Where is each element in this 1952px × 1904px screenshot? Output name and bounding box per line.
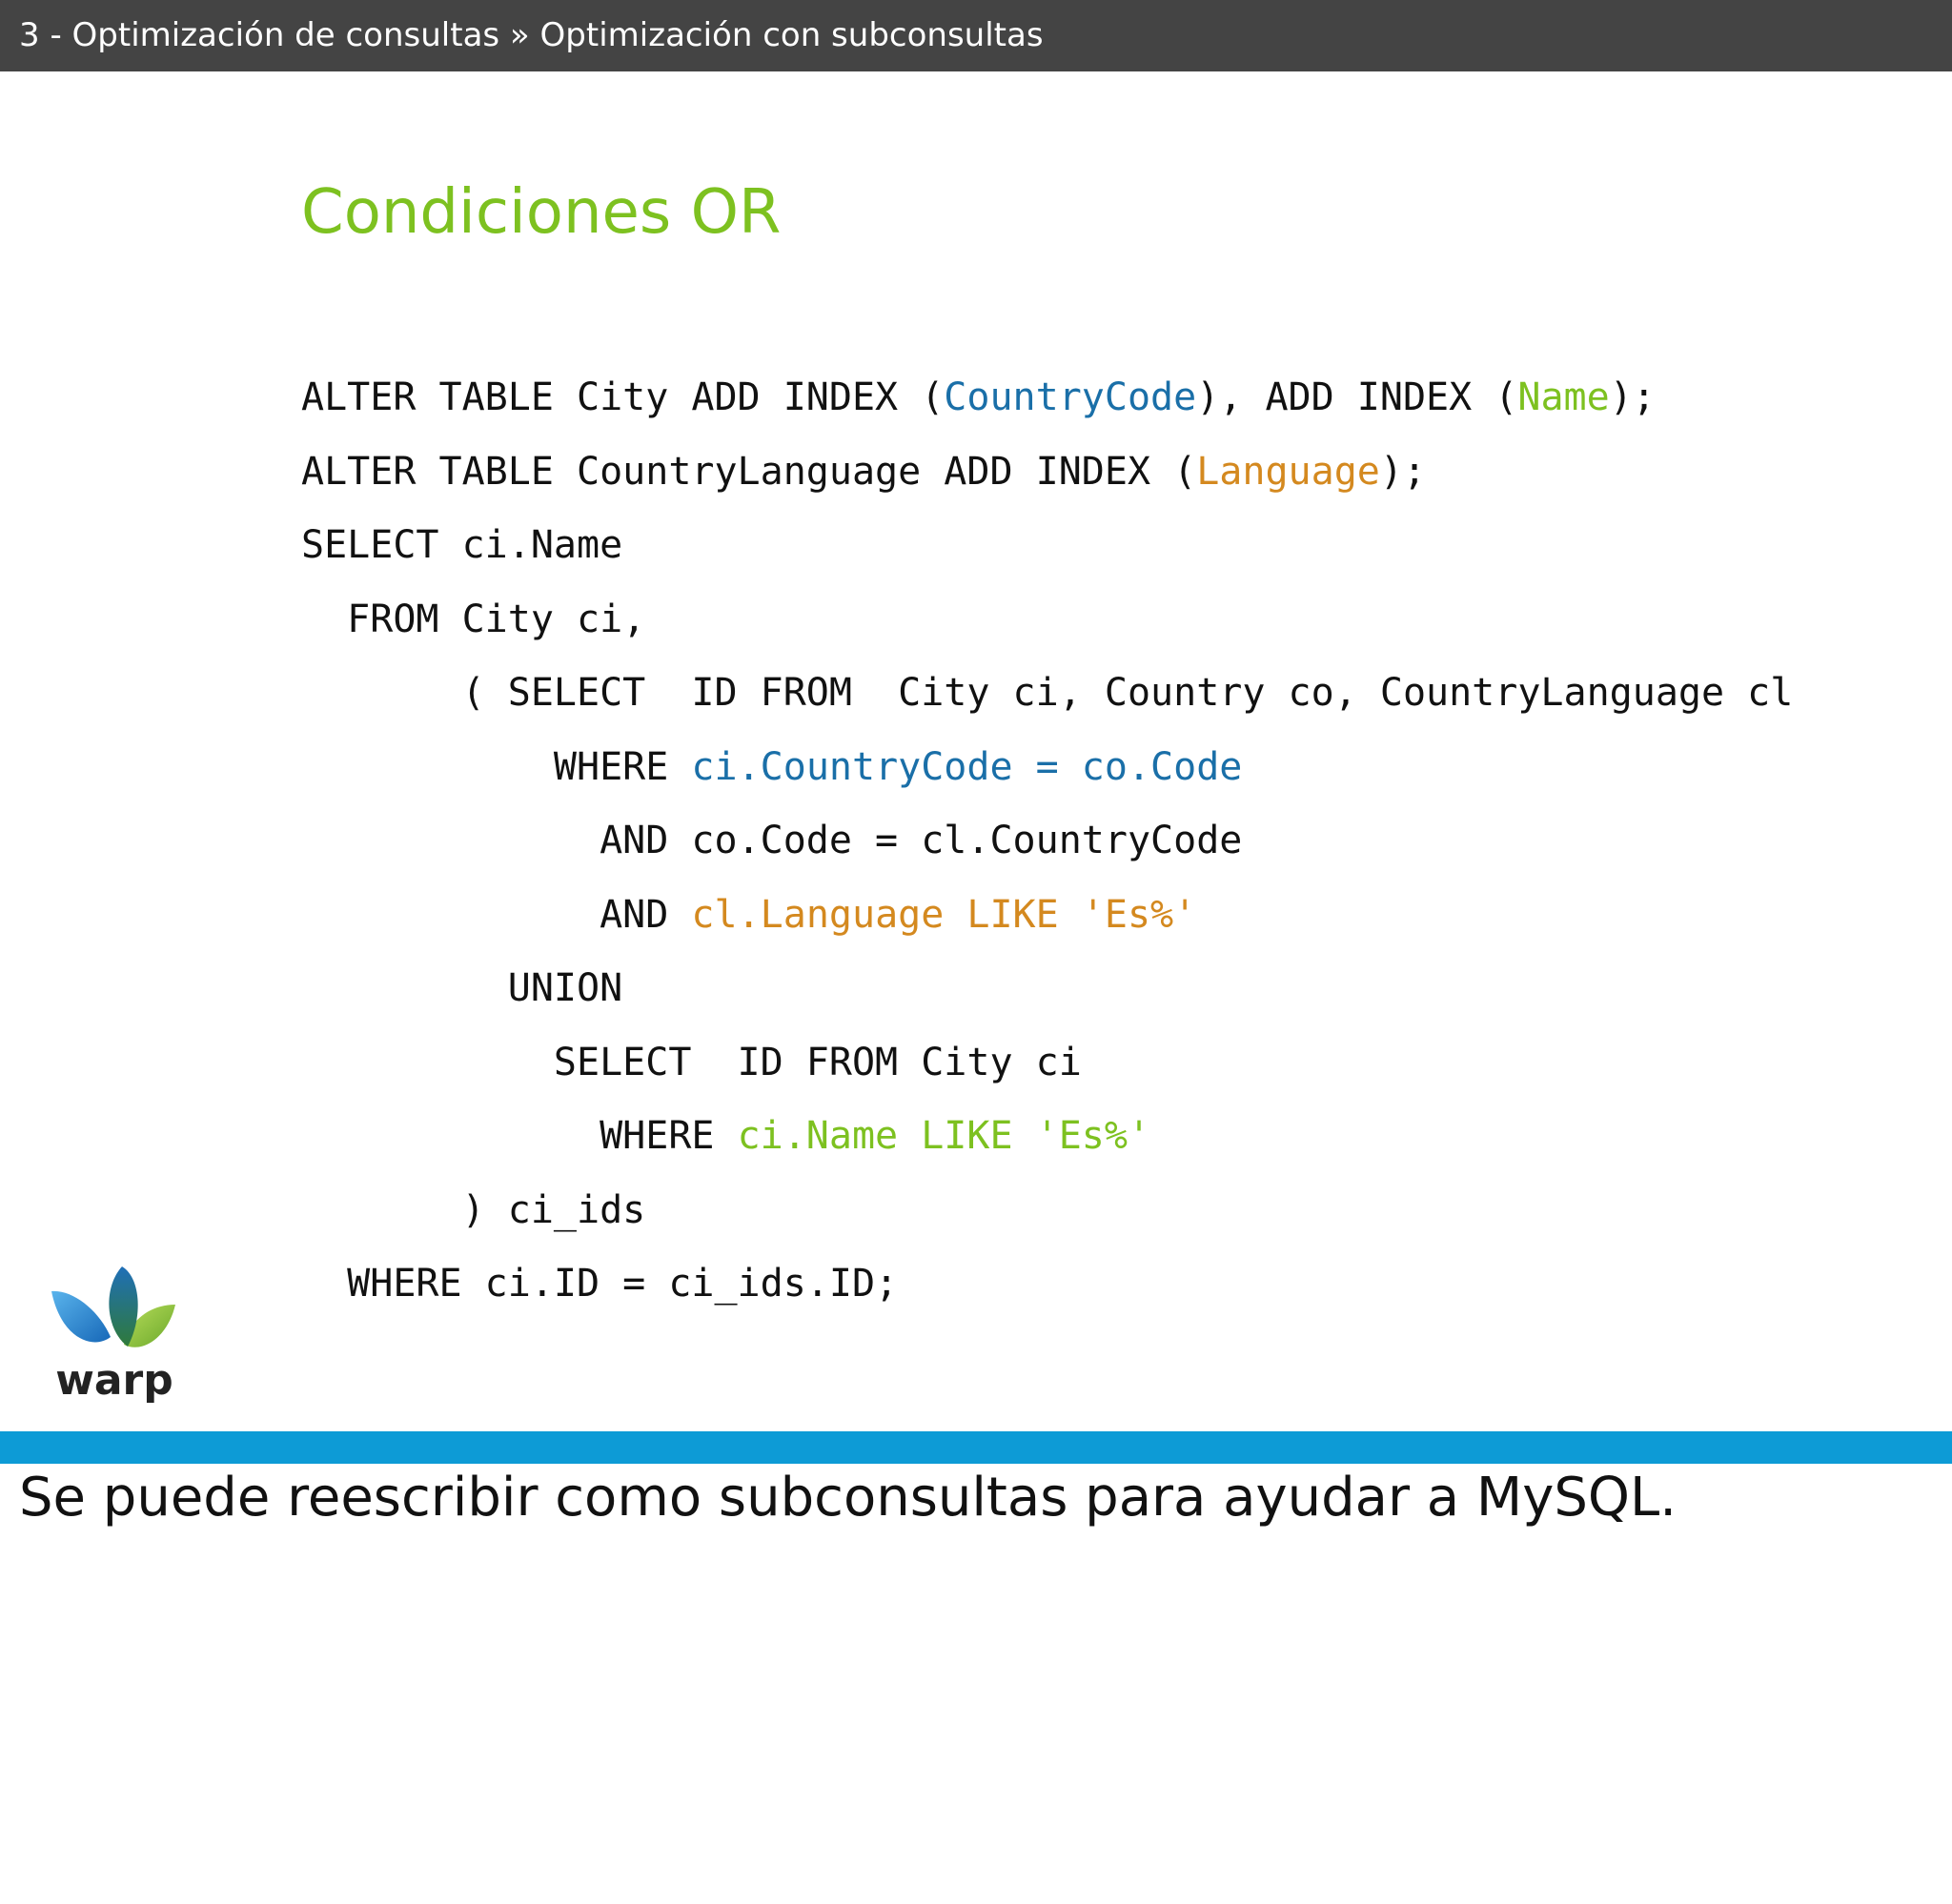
breadcrumb: 3 - Optimización de consultas » Optimización con subconsultas	[19, 16, 1044, 54]
code-token: ALTER TABLE City ADD INDEX (	[301, 375, 945, 419]
caption-text: Se puede reescribir como subconsultas para ayudar a MySQL.	[19, 1467, 1678, 1529]
code-line	[301, 1107, 1793, 1182]
code-token: AND	[301, 892, 692, 937]
code-line	[301, 886, 1793, 961]
slide-title: Condiciones OR	[301, 177, 782, 248]
code-line	[301, 591, 1793, 665]
warp-logo-text: warp	[55, 1356, 173, 1405]
code-line	[301, 664, 1793, 739]
code-line	[301, 960, 1793, 1034]
code-token: WHERE	[301, 1114, 738, 1158]
code-line	[301, 369, 1793, 443]
code-line	[301, 1182, 1793, 1256]
top-bar	[0, 0, 1952, 71]
code-token: ALTER TABLE CountryLanguage ADD INDEX (	[301, 449, 1197, 494]
code-token: SELECT ci.Name	[301, 523, 623, 567]
code-token: ( SELECT ID FROM City ci, Country co, CountryLanguage cl	[301, 671, 1794, 715]
code-token: ) ci_ids	[301, 1187, 646, 1232]
caption-bar	[0, 1431, 1952, 1464]
code-token: SELECT ID FROM City ci	[301, 1040, 1082, 1084]
code-token: FROM City ci,	[301, 597, 646, 641]
code-token: );	[1379, 449, 1427, 494]
code-highlight-orange: Language	[1196, 449, 1380, 494]
warp-logo	[44, 1263, 187, 1406]
code-highlight-orange: cl.Language LIKE 'Es%'	[691, 892, 1197, 937]
code-line	[301, 517, 1793, 591]
code-token: );	[1609, 375, 1656, 419]
code-token: AND co.Code = cl.CountryCode	[301, 819, 1243, 862]
code-highlight-green: Name	[1517, 375, 1610, 419]
code-token: UNION	[301, 966, 623, 1010]
code-line	[301, 1255, 1793, 1329]
code-line	[301, 812, 1793, 886]
code-token: WHERE ci.ID = ci_ids.ID;	[301, 1262, 899, 1306]
sql-code-block	[301, 369, 1793, 1329]
code-token: ), ADD INDEX (	[1196, 375, 1518, 419]
code-line	[301, 739, 1793, 813]
code-highlight-blue: CountryCode	[944, 375, 1197, 419]
code-line	[301, 443, 1793, 517]
code-highlight-green: ci.Name LIKE 'Es%'	[737, 1114, 1151, 1158]
code-highlight-blue: ci.CountryCode = co.Code	[691, 744, 1243, 789]
code-line	[301, 1034, 1793, 1108]
code-token: WHERE	[301, 744, 692, 789]
